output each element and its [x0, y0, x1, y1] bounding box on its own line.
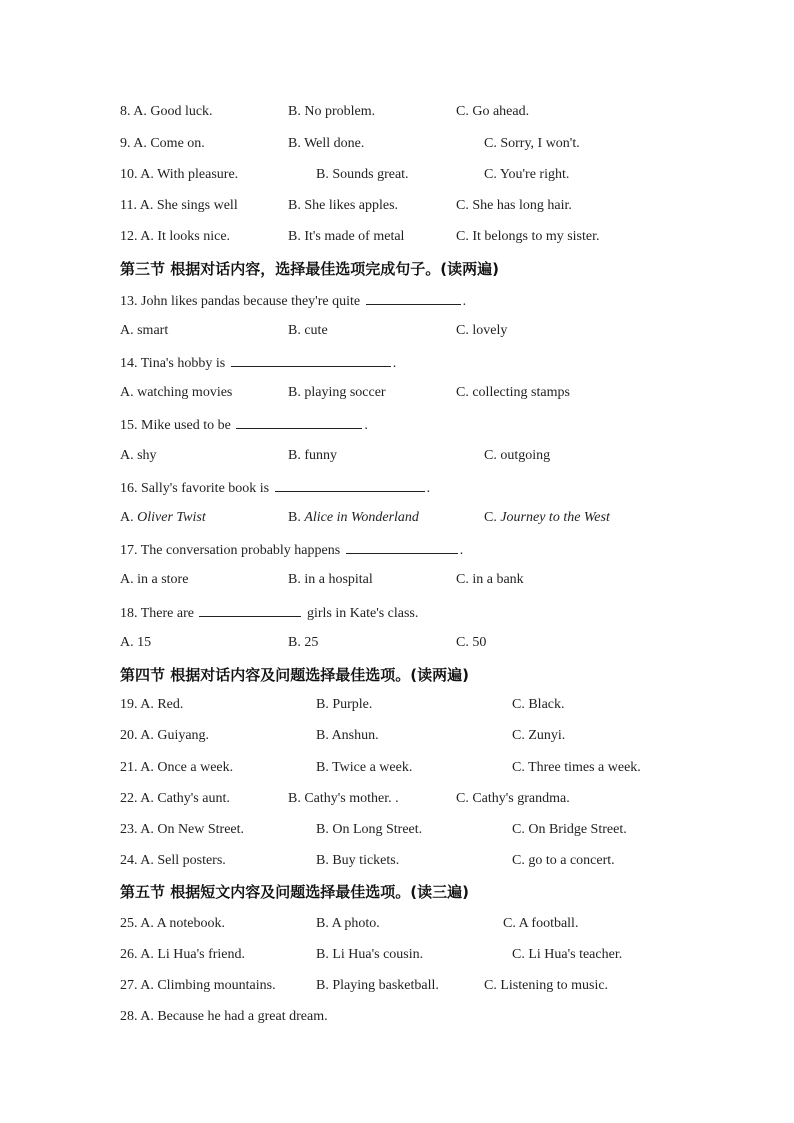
question-16-stem [120, 478, 430, 498]
answer-blank [346, 540, 458, 554]
answer-blank [366, 291, 461, 305]
question-17-stem [120, 540, 463, 560]
q24-option-c: C. go to a concert. [512, 853, 615, 868]
q23-option-b: B. On Long Street. [316, 822, 423, 837]
question-18-stem [120, 603, 418, 623]
q24-option-b: B. Buy tickets. [316, 853, 400, 868]
q19-option-a: 19. A. Red. [120, 697, 184, 712]
q18-stem-text-2: girls in Kate's class. [306, 606, 419, 621]
q20-option-b: B. Anshun. [316, 728, 379, 743]
q8-option-c: C. Go ahead. [456, 104, 530, 119]
q16-option-c [484, 509, 610, 527]
section-4-heading: 第四节 根据对话内容及问题选择最佳选项。(读两遍) [120, 666, 469, 684]
q22-option-b: B. Cathy's mother. . [288, 791, 399, 806]
section-5-heading: 第五节 根据短文内容及问题选择最佳选项。(读三遍) [120, 883, 469, 901]
q11-option-c: C. She has long hair. [456, 198, 572, 213]
q12-option-c: C. It belongs to my sister. [456, 229, 600, 244]
q11-option-a: 11. A. She sings well [120, 198, 238, 213]
q11-option-b: B. She likes apples. [288, 198, 399, 213]
q23-option-c: C. On Bridge Street. [512, 822, 627, 837]
question-13-stem [120, 291, 466, 311]
q26-option-a: 26. A. Li Hua's friend. [120, 947, 246, 962]
section-3-heading: 第三节 根据对话内容，选择最佳选项完成句子。(读两遍) [120, 260, 499, 278]
q18-option-b: B. 25 [288, 635, 319, 650]
q15-stem-end: . [364, 418, 368, 433]
q16-option-a-letter: A. [120, 510, 138, 525]
q22-option-c: C. Cathy's grandma. [456, 791, 570, 806]
q12-option-a: 12. A. It looks nice. [120, 229, 231, 244]
answer-blank [236, 415, 362, 429]
q16-stem-text: 16. Sally's favorite book is [120, 481, 270, 496]
q13-option-b: B. cute [288, 323, 328, 338]
q22-option-a: 22. A. Cathy's aunt. [120, 791, 230, 806]
question-15-stem [120, 415, 368, 435]
q9-option-b: B. Well done. [288, 136, 365, 151]
q18-stem-text: 18. There are [120, 606, 194, 621]
q13-stem-text: 13. John likes pandas because they're quite [120, 294, 361, 309]
q18-option-c: C. 50 [456, 635, 487, 650]
answer-blank [275, 478, 425, 492]
q25-option-b: B. A photo. [316, 916, 380, 931]
q16-stem-end: . [426, 481, 431, 496]
q15-option-a: A. shy [120, 448, 157, 463]
q18-option-a: A. 15 [120, 635, 152, 650]
q17-option-b: B. in a hospital [288, 572, 373, 587]
q16-option-c-title: Journey to the West [500, 510, 610, 525]
q14-option-a: A. watching movies [120, 385, 233, 400]
q26-option-b: B. Li Hua's cousin. [316, 947, 424, 962]
q26-option-c: C. Li Hua's teacher. [512, 947, 623, 962]
q25-option-a: 25. A. A notebook. [120, 916, 226, 931]
q10-option-a: 10. A. With pleasure. [120, 167, 239, 182]
q13-stem-end: . [462, 294, 467, 309]
q20-option-a: 20. A. Guiyang. [120, 728, 210, 743]
q27-option-c: C. Listening to music. [484, 978, 609, 993]
q16-option-c-letter: C. [484, 510, 501, 525]
q12-option-b: B. It's made of metal [288, 229, 405, 244]
q15-option-b: B. funny [288, 448, 337, 463]
q14-stem-end: . [392, 356, 397, 371]
q21-option-b: B. Twice a week. [316, 760, 413, 775]
q10-option-c: C. You're right. [484, 167, 570, 182]
q20-option-c: C. Zunyi. [512, 728, 566, 743]
q15-stem-text: 15. Mike used to be [120, 418, 231, 433]
q13-option-a: A. smart [120, 323, 169, 338]
q8-option-b: B. No problem. [288, 104, 376, 119]
q23-option-a: 23. A. On New Street. [120, 822, 245, 837]
q17-option-c: C. in a bank [456, 572, 524, 587]
q16-option-b [288, 509, 419, 527]
q16-option-a [120, 509, 206, 527]
question-14-stem [120, 353, 396, 373]
q28-option-a: 28. A. Because he had a great dream. [120, 1009, 328, 1024]
q9-option-c: C. Sorry, I won't. [484, 136, 580, 151]
q8-option-a: 8. A. Good luck. [120, 104, 213, 119]
q16-option-b-letter: B. [288, 510, 305, 525]
q17-option-a: A. in a store [120, 572, 189, 587]
q16-option-b-title: Alice in Wonderland [304, 510, 419, 525]
q27-option-a: 27. A. Climbing mountains. [120, 978, 276, 993]
q10-option-b: B. Sounds great. [316, 167, 409, 182]
q15-option-c: C. outgoing [484, 448, 551, 463]
q14-stem-text: 14. Tina's hobby is [120, 356, 226, 371]
answer-blank [199, 603, 301, 617]
q19-option-c: C. Black. [512, 697, 565, 712]
answer-blank [231, 353, 391, 367]
q27-option-b: B. Playing basketball. [316, 978, 439, 993]
q24-option-a: 24. A. Sell posters. [120, 853, 226, 868]
q17-stem-end: . [459, 543, 464, 558]
q21-option-a: 21. A. Once a week. [120, 760, 234, 775]
q21-option-c: C. Three times a week. [512, 760, 641, 775]
q14-option-b: B. playing soccer [288, 385, 386, 400]
q17-stem-text: 17. The conversation probably happens [120, 543, 341, 558]
q16-option-a-title: Oliver Twist [137, 510, 206, 525]
q13-option-c: C. lovely [456, 323, 508, 338]
q9-option-a: 9. A. Come on. [120, 136, 205, 151]
q19-option-b: B. Purple. [316, 697, 373, 712]
q25-option-c: C. A football. [503, 916, 579, 931]
q14-option-c: C. collecting stamps [456, 385, 570, 400]
